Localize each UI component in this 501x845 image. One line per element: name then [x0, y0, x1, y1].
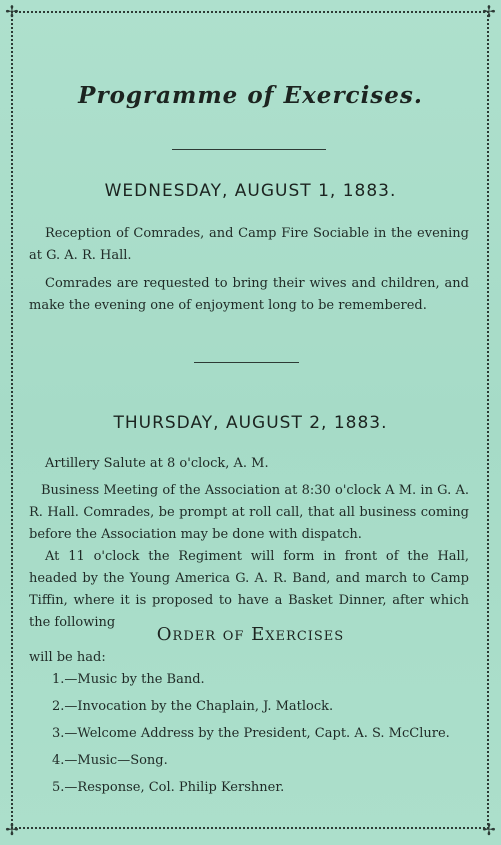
day1-heading: WEDNESDAY, AUGUST 1, 1883.	[104, 181, 397, 201]
day1-paragraph: Reception of Comrades, and Camp Fire Sociable in the evening at G. A. R. Hall.	[29, 226, 469, 263]
corner-ornament-icon: ✢	[5, 2, 19, 21]
divider	[172, 149, 326, 150]
corner-ornament-icon: ✢	[482, 820, 496, 839]
day2-paragraph: At 11 o'clock the Regiment will form in front of the Hall, headed by the Young America G. A. R. Band, and march to Camp Tiffin, where it is proposed to have a Basket Dinner, after which the following	[29, 549, 469, 630]
corner-ornament-icon: ✢	[482, 2, 496, 21]
divider	[194, 362, 299, 363]
list-item: 5.—Response, Col. Philip Kershner.	[52, 780, 285, 795]
page-title: Programme of Exercises.	[78, 82, 423, 109]
day1-paragraph: Comrades are requested to bring their wives and children, and make the evening one of enjoyment long to be remembered.	[29, 276, 469, 313]
day2-paragraph: Artillery Salute at 8 o'clock, A. M.	[45, 456, 269, 471]
exercise-list	[52, 670, 450, 805]
list-item: 4.—Music—Song.	[52, 753, 168, 768]
day2-heading: THURSDAY, AUGUST 2, 1883.	[113, 413, 388, 433]
order-heading: Order of Exercises	[156, 624, 345, 645]
corner-ornament-icon: ✢	[5, 820, 19, 839]
list-item: 3.—Welcome Address by the President, Capt. A. S. McClure.	[52, 726, 450, 741]
day2-paragraph: Business Meeting of the Association at 8:30 o'clock A M. in G. A. R. Hall. Comrades, be prompt at roll call, that all business coming before the Association may be done with dispatch.	[29, 483, 469, 542]
list-item: 1.—Music by the Band.	[52, 672, 205, 687]
list-item: 2.—Invocation by the Chaplain, J. Matlock.	[52, 699, 334, 714]
order-intro: will be had:	[29, 650, 106, 665]
